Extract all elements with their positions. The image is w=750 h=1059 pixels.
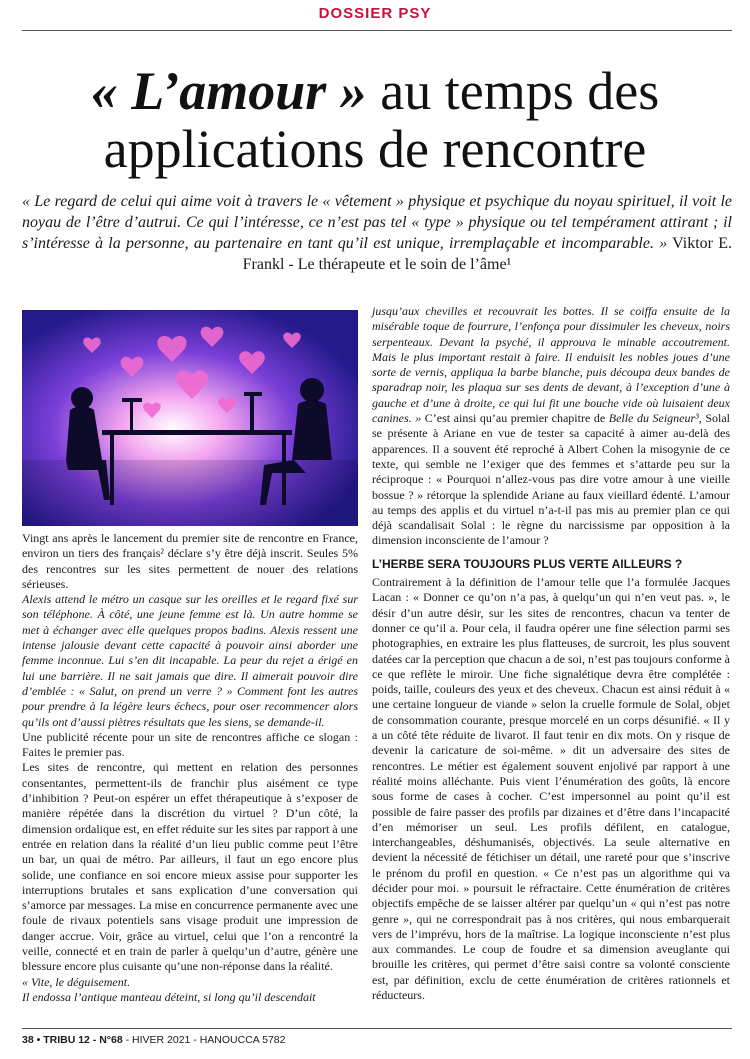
left-column (22, 531, 358, 1005)
bottom-rule (22, 1028, 732, 1029)
paragraph: Alexis attend le métro un casque sur les oreilles et le regard fixé sur son téléphone. À côté, une jeune femme est là. Un autre homme se met à échanger avec elle quelques propos badins. Alexis ressent une intense jalousie devant cette capacité à pouvoir ainsi aborder une femme inconnue. Lui s’en dit incapable. La peur du rejet a érigé en lui une barrière. Il ne sait jamais que dire. Il aimerait pouvoir dire d’emblée : « Salut, on prend un verre ? » Comment font les autres pour prendre à la légère leurs échecs, pour oser recommencer alors qu’ils ont d’aussi piètres résultats que les siens, se demande-il. (22, 592, 358, 729)
book-title: Belle du Seigneur³ (608, 411, 699, 426)
paragraph: Contrairement à la définition de l’amour telle que l’a formulée Jacques Lacan : « Donner ce qu’on n’a pas, à quelqu’un qui n’en veut pas. », le désir d’un autre désir, sur les sites de rencontres, chacun va tenter de donner ce qu’il a. Pour cela, il faudra opérer une fine sélection parmi ses photographies, en extraire les plus flatteuses, de surcroit, les plus souvent datées car la perception que chacun a de soi, n’est pas toujours conforme à ce que reflète le miroir. Une fiche signalétique devra être complétée : poids, taille, couleurs des yeux et des cheveux. Chacun est ainsi réduit à « une certaine longueur de viande » selon la cruelle formule de Solal, objet de consommation courante, presque morcelé en un corps désunifié. « Il y a un côté tête réduite de livarot. Il faut tenir en dix mots. On y risque de devenir la caricature de soi-même. » dit un adversaire des sites de rencontres. Le métier est également souvent enjolivé par rapport à une réalité moins alléchante. Puis vient l’énumération des goûts, là encore sous forme de cases à cocher. C’est impersonnel au point qu’il est possible de faire passer des profils par dizaines et d’être dans l’incapacité d’en mémoriser un seul. Les profils défilent, en catalogue, interchangeables, déshumanisés, objectivés. La seule alternative en devient la nécessité de fétichiser un détail, une rareté pour que s’inscrive le prénom du profil en question. « Ce n’est pas un algorithme qui va décider pour moi. » poursuit le réfractaire. Cette énumération de critères objectifs empêche de se laisser altérer par quelqu’un « qui n’est pas notre genre », qui ne correspondrait pas à nos critères, qui nous embarquerait vers de l’imprévu, hors de la maîtrise. La logique inconsciente n’est plus aux commandes. Le coup de foudre et sa dimension aveuglante qui brouille les critères, qui permet d’être saisi contre sa volonté consciente est, par définition, exclu de cette énumération de critères rationnels et réducteurs. (372, 575, 730, 1003)
quoted-text: jusqu’aux chevilles et recouvrait les bottes. Il se coiffa ensuite de la misérable toque de fourrure, l’enfonça pour dissimuler les cheveux, noirs serpenteaux. Devant la psyché, il approuva le minable accoutrement. Mais le plus important restait à faire. Il enduisit les nobles joues d’une sorte de vernis, appliqua la barbe blanche, puis découpa deux bandes de sparadrap noir, les plaqua sur ses dents de devant, à l’exception d’une à gauche et d’une à droite, ce qui lui fit une bouche vide où luisaient deux canines. » (372, 304, 730, 426)
epigraph-quote: « Le regard de celui qui aime voit à travers le « vêtement » physique et psychique du noyau spirituel, il voit le noyau de l’être d’autrui. Ce qui l’intéresse, ce n’est pas tel « type » physique ou tel tempérament attirant ; il s’intéresse à la personne, au partenaire en tant qu’il est unique, irremplaçable et incomparable. » (22, 193, 732, 252)
paragraph: Il endossa l’antique manteau déteint, si long qu’il descendait (22, 989, 316, 1004)
illustration-image (22, 310, 358, 526)
text: , Solal se présente à Ariane en vue de tester sa capacité à aimer au-delà des apparences. Il a souvent été reproché à Albert Cohen la misogynie de ce texte, qui semble ne l’exiger que des femmes et s’attarde peu sur la réciproque : « Pourquoi n’allez-vous pas dire votre amour à une vieille bossue ? » rétorque la splendide Ariane au faux vieillard édenté. L’amour au temps des applis et du virtuel n’a-t-il pas mis au premier plan ce qui déjà scandalisait Solal : le règne du narcissisme par opposition à la dimension inconsciente de l’amour ? (372, 411, 730, 548)
article-title (0, 62, 750, 178)
paragraph: Une publicité récente pour un site de rencontres affiche ce slogan : Faites le premier pas. (22, 729, 358, 760)
paragraph: Vingt ans après le lancement du premier site de rencontre en France, environ un tiers des français² déclare s’y être déjà inscrit. Seules 5% des rencontres sur les sites permettent de nouer des relations sérieuses. (22, 531, 358, 591)
issue-info: - HIVER 2021 - HANOUCCA 5782 (122, 1034, 286, 1046)
magazine-name: TRIBU 12 - N°68 (43, 1034, 123, 1046)
dating-couple-illustration (22, 310, 358, 526)
top-rule (22, 30, 732, 31)
right-column (372, 304, 730, 1003)
title-rest: au temps des applications de rencontre (103, 61, 660, 179)
title-highlight: « L’amour » (90, 61, 367, 121)
paragraph: Les sites de rencontre, qui mettent en relation des personnes consentantes, permettent-ils de franchir plus aisément ce type d’inhibition ? Peut-on espérer un effet thérapeutique à s’exposer de manière répétée dans la discrétion du virtuel ? D’un côté, la dimension ordalique est, en effet réduite sur les sites par rapport à une entrée en relation dans la réalité d’un lieu public comme peut l’être un bar, un quai de métro. Par ailleurs, il faut un ego encore plus solide, une confiance en soi encore mieux assise pour supporter les interruptions brutales et sans explication d’une conversation qui s’amorce par messages. La mise en concurrence permanente avec une foule de rivaux potentiels sans visage produit une impression de danger accrue. Voir, grâce au virtuel, celui que l’on a rencontré la veille, connecté et en train de parler à quelqu’un d’autre, génère une blessure encore plus cuisante qu’une non-réponse dans la réalité. (22, 760, 359, 974)
epigraph (22, 191, 732, 275)
section-rubric: DOSSIER PSY (318, 5, 432, 22)
page-number: 38 (22, 1034, 34, 1046)
epigraph-source: Viktor E. Frankl - Le thérapeute et le soin de l’âme¹ (242, 235, 733, 273)
paragraph (372, 304, 730, 549)
text: C’est ainsi qu’au premier chapitre de (421, 411, 609, 426)
section-heading: L’HERBE SERA TOUJOURS PLUS VERTE AILLEURS ? (372, 556, 683, 571)
page-footer: 38 • TRIBU 12 - N°68 - HIVER 2021 - HANOUCCA 5782 (22, 1034, 286, 1046)
paragraph: « Vite, le déguisement. (22, 974, 131, 989)
